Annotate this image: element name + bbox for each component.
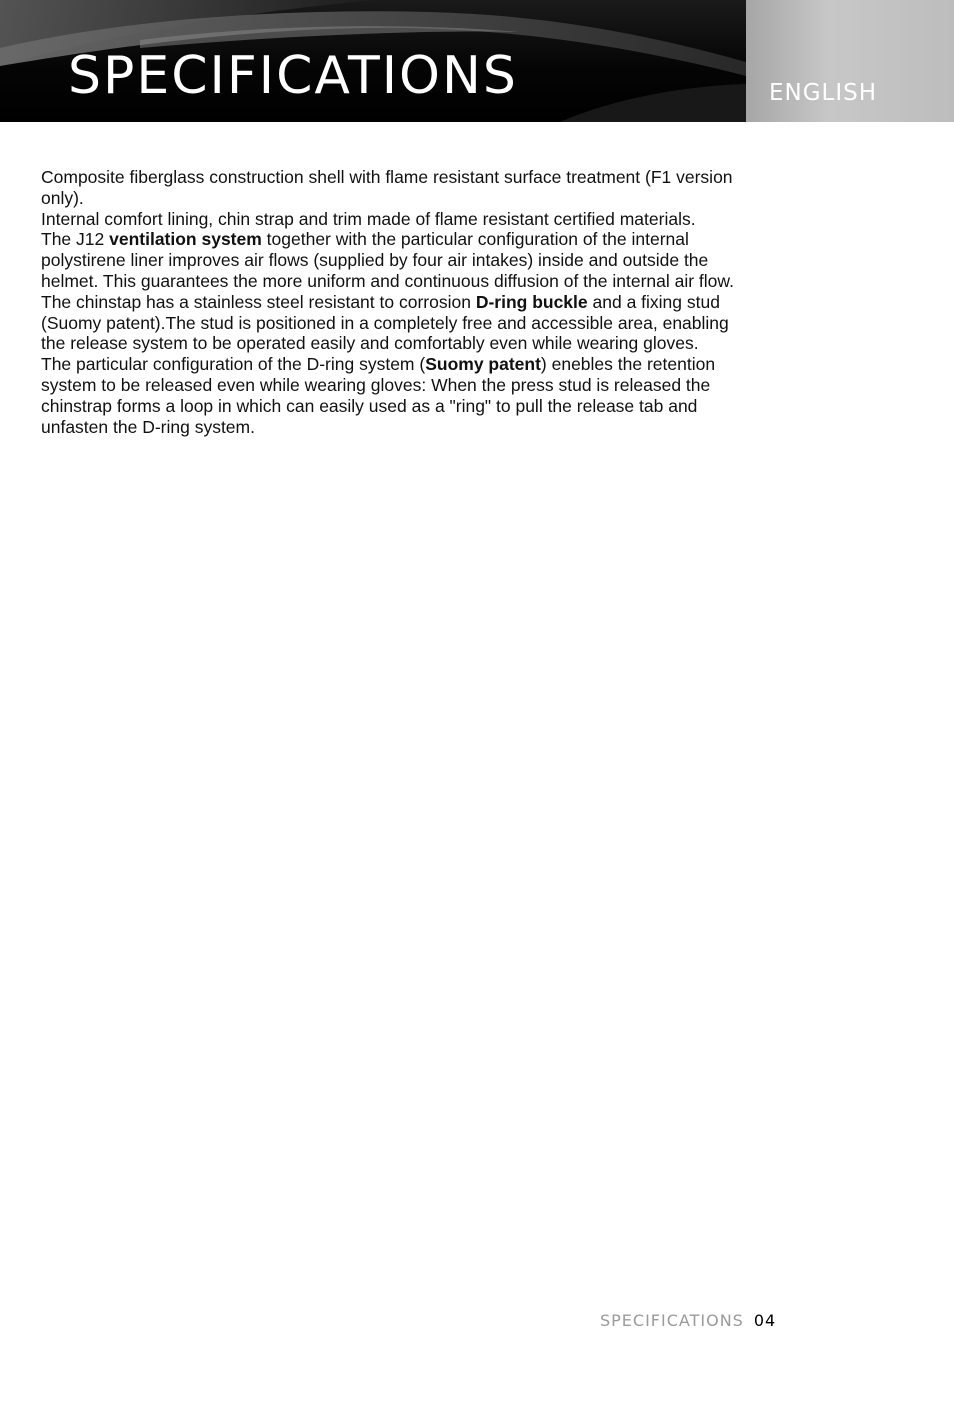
- paragraph-lining: Internal comfort lining, chin strap and trim made of flame resistant certified materials.: [41, 208, 696, 229]
- paragraph-shell: Composite fiberglass construction shell with flame resistant surface treatment (F1 version only).: [41, 167, 733, 208]
- footer-section-label: SPECIFICATIONS: [600, 1311, 744, 1330]
- language-label: ENGLISH: [769, 80, 878, 106]
- paragraph-d-ring-system: The particular configuration of the D-ring system (Suomy patent) enebles the retention system to be released even while wearing gloves: When the press stud is released the chinstrap forms a loop in which can easily used as a "ring" to pull the release tab and unfasten the D-ring system.: [41, 354, 716, 437]
- page-footer: [600, 1313, 776, 1329]
- paragraph-chinstrap: The chinstap has a stainless steel resistant to corrosion D-ring buckle and a fixing stud (Suomy patent).The stud is positioned in a completely free and accessible area, enabling the release system to be operated easily and comfortably even while wearing gloves.: [41, 291, 729, 354]
- page-title: SPECIFICATIONS: [68, 46, 518, 106]
- suomy-patent-term: Suomy patent: [425, 354, 541, 375]
- paragraph-ventilation: The J12 ventilation system together with the particular configuration of the internal polystirene liner improves air flows (supplied by four air intakes) inside and outside the helmet. This guarantees the more uniform and continuous diffusion of the internal air flow.: [41, 229, 734, 291]
- page-number: 04: [753, 1311, 777, 1330]
- ventilation-system-term: ventilation system: [109, 229, 262, 250]
- language-tab: [746, 0, 954, 122]
- d-ring-buckle-term: D-ring buckle: [475, 291, 588, 312]
- specifications-text: [41, 167, 756, 437]
